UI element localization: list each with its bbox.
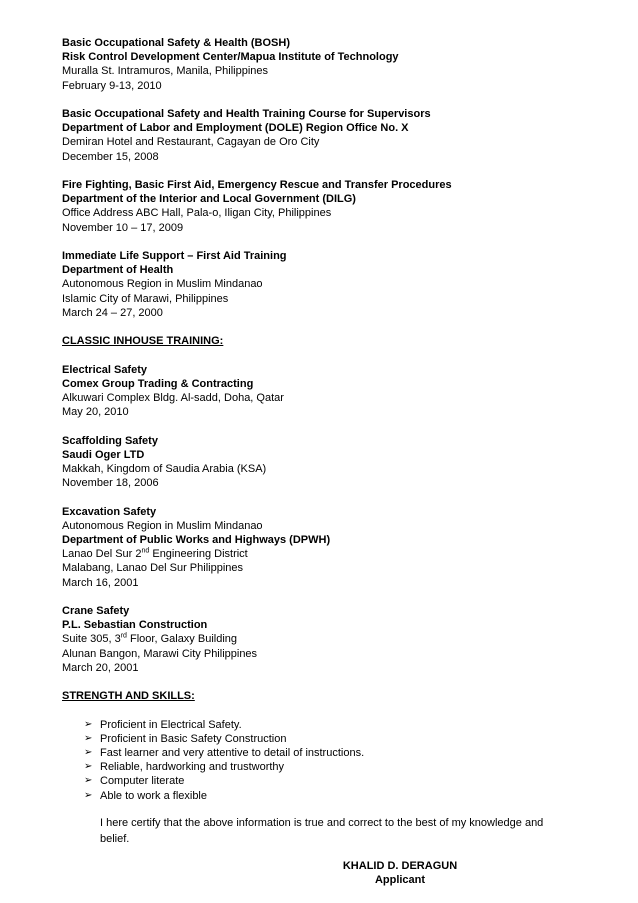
entry-line: Immediate Life Support – First Aid Training	[62, 250, 287, 262]
entry-line: Department of the Interior and Local Government (DILG)	[62, 193, 356, 206]
entry-line: Risk Control Development Center/Mapua Institute of Technology	[62, 51, 399, 64]
entry-line: Demiran Hotel and Restaurant, Cagayan de Oro City	[62, 136, 320, 149]
entry-line: Fire Fighting, Basic First Aid, Emergency Rescue and Transfer Procedures	[62, 179, 452, 191]
training-entry	[62, 249, 582, 320]
skill-item: ➢ Reliable, hardworking and trustworthy	[84, 761, 285, 774]
resume-page	[62, 36, 582, 887]
entry-line: November 10 – 17, 2009	[62, 221, 184, 234]
entry-line: February 9-13, 2010	[62, 79, 162, 92]
training-entry	[62, 36, 582, 93]
entry-line: Makkah, Kingdom of Saudia Arabia (KSA)	[62, 463, 267, 475]
entry-line: Crane Safety	[62, 605, 130, 617]
entry-line: March 16, 2001	[62, 576, 139, 589]
entry-line: Office Address ABC Hall, Pala-o, Iligan City, Philippines	[62, 207, 332, 220]
bullet-arrow-icon: ➢	[84, 732, 93, 744]
entry-line: December 15, 2008	[62, 150, 159, 163]
entry-line: Alkuwari Complex Bldg. Al-sadd, Doha, Qatar	[62, 392, 284, 404]
entry-line: Autonomous Region in Muslim Mindanao	[62, 519, 263, 532]
skill-item: ➢ Proficient in Basic Safety Construction	[84, 732, 287, 745]
entry-line: P.L. Sebastian Construction	[62, 619, 208, 632]
entry-line: March 24 – 27, 2000	[62, 306, 163, 319]
skills-list	[62, 718, 582, 803]
bullet-arrow-icon: ➢	[84, 747, 93, 758]
training-list	[62, 36, 582, 334]
inhouse-training-list	[62, 363, 582, 690]
skill-item: ➢ Computer literate	[84, 775, 185, 788]
entry-line: Muralla St. Intramuros, Manila, Philippines	[62, 65, 269, 78]
entry-line: Islamic City of Marawi, Philippines	[62, 292, 229, 305]
bullet-arrow-icon: ➢	[84, 789, 93, 801]
training-entry	[62, 178, 582, 235]
entry-line: Electrical Safety	[62, 363, 147, 376]
entry-line: Comex Group Trading & Contracting	[62, 377, 254, 390]
entry-line: Alunan Bangon, Marawi City Philippines	[62, 647, 258, 660]
entry-line: Autonomous Region in Muslim Mindanao	[62, 278, 263, 291]
entry-line: Department of Labor and Employment (DOLE) Region Office No. X	[62, 122, 409, 135]
entry-line: November 18, 2006	[62, 477, 159, 490]
entry-line: Department of Health	[62, 264, 174, 277]
entry-line: May 20, 2010	[62, 406, 129, 419]
entry-line: Department of Public Works and Highways (DPWH)	[62, 534, 331, 546]
inhouse-training-entry	[62, 434, 582, 491]
entry-line: Suite 305, 3rd Floor, Galaxy Building	[62, 632, 238, 646]
bullet-arrow-icon: ➢	[84, 775, 93, 787]
certification-statement: I here certify that the above information is true and correct to the best of my knowledge and belief.	[100, 816, 544, 845]
skill-item: ➢ Proficient in Electrical Safety.	[84, 718, 242, 731]
entry-line: Lanao Del Sur 2nd Engineering District	[62, 547, 248, 561]
bullet-arrow-icon: ➢	[84, 761, 93, 773]
inhouse-training-entry	[62, 505, 582, 590]
applicant-title: Applicant	[374, 874, 426, 887]
inhouse-training-entry	[62, 363, 582, 420]
entry-line: March 20, 2001	[62, 661, 139, 674]
entry-line: Basic Occupational Safety & Health (BOSH)	[62, 37, 290, 49]
training-entry	[62, 107, 582, 164]
bullet-arrow-icon: ➢	[84, 718, 93, 730]
inhouse-heading: CLASSIC INHOUSE TRAINING:	[62, 335, 224, 348]
applicant-name: KHALID D. DERAGUN	[342, 859, 458, 872]
skill-item: ➢ Able to work a flexible	[84, 789, 207, 802]
skills-heading: STRENGTH AND SKILLS:	[62, 690, 195, 703]
entry-line: Excavation Safety	[62, 505, 157, 518]
entry-line: Malabang, Lanao Del Sur Philippines	[62, 562, 244, 575]
entry-line: Scaffolding Safety	[62, 434, 158, 447]
entry-line: Basic Occupational Safety and Health Training Course for Supervisors	[62, 108, 431, 120]
inhouse-training-entry	[62, 604, 582, 675]
entry-line: Saudi Oger LTD	[62, 448, 145, 461]
skill-item: ➢ Fast learner and very attentive to detail of instructions.	[84, 747, 365, 759]
